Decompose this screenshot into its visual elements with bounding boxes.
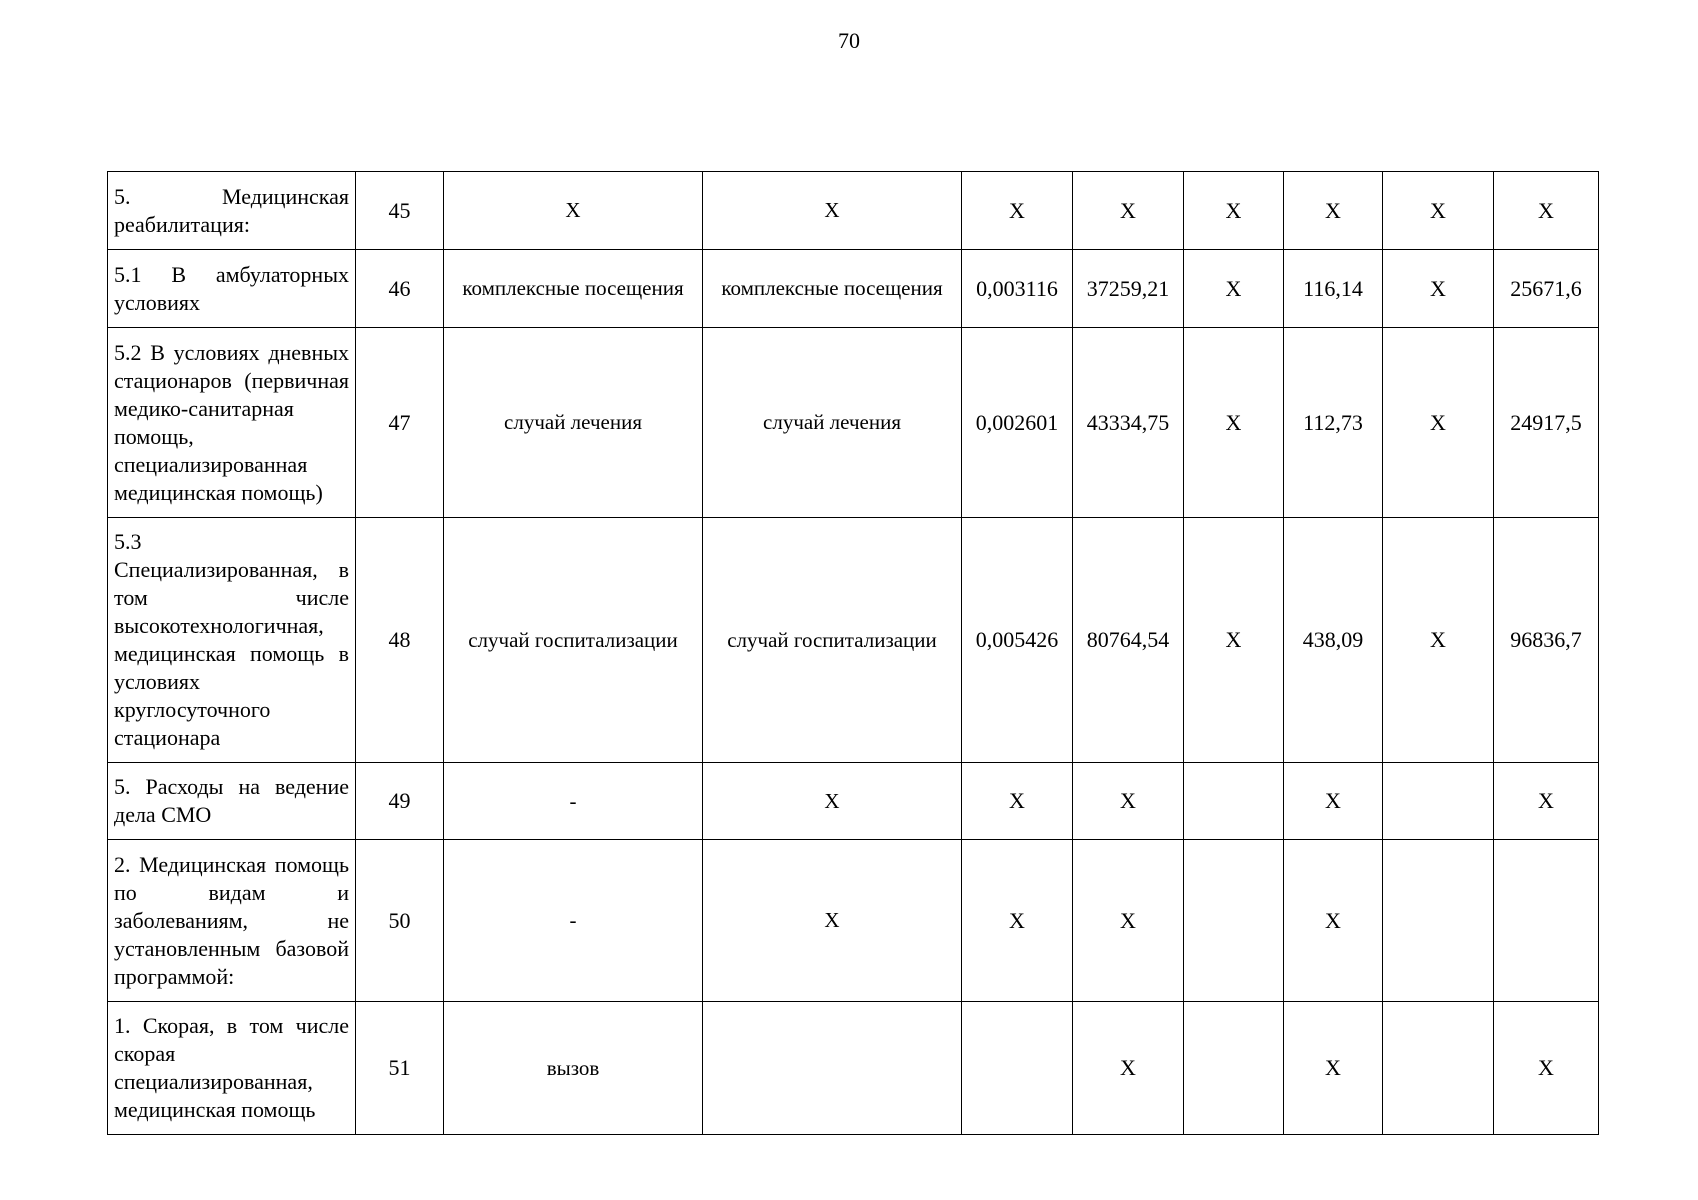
- data-table: [107, 171, 1599, 1135]
- value-cell: 43334,75: [1073, 328, 1184, 518]
- row-name: 5. Медицинская реабилитация:: [108, 172, 356, 250]
- unit-cell: комплексные посещения: [444, 250, 703, 328]
- value-cell: [1383, 763, 1494, 840]
- value-cell: [962, 1002, 1073, 1135]
- value-cell: Х: [1494, 1002, 1599, 1135]
- unit-cell: случай госпитализации: [703, 518, 962, 763]
- value-cell: Х: [1184, 250, 1284, 328]
- table-row: [108, 172, 1599, 250]
- table-row: [108, 250, 1599, 328]
- unit-cell: Х: [703, 840, 962, 1002]
- value-cell: [1184, 763, 1284, 840]
- value-cell: 80764,54: [1073, 518, 1184, 763]
- value-cell: [1383, 840, 1494, 1002]
- value-cell: Х: [1383, 328, 1494, 518]
- value-cell: 112,73: [1284, 328, 1383, 518]
- value-cell: [1184, 1002, 1284, 1135]
- row-number: 51: [356, 1002, 444, 1135]
- row-number: 48: [356, 518, 444, 763]
- value-cell: 0,005426: [962, 518, 1073, 763]
- value-cell: Х: [1073, 1002, 1184, 1135]
- value-cell: [1184, 840, 1284, 1002]
- unit-cell: Х: [703, 172, 962, 250]
- row-number: 49: [356, 763, 444, 840]
- value-cell: [1494, 840, 1599, 1002]
- value-cell: Х: [1184, 172, 1284, 250]
- value-cell: 116,14: [1284, 250, 1383, 328]
- value-cell: Х: [1073, 172, 1184, 250]
- table-row: [108, 840, 1599, 1002]
- table-row: [108, 328, 1599, 518]
- value-cell: Х: [1284, 172, 1383, 250]
- row-number: 50: [356, 840, 444, 1002]
- unit-cell: Х: [703, 763, 962, 840]
- value-cell: Х: [1383, 172, 1494, 250]
- unit-cell: комплексные посещения: [703, 250, 962, 328]
- row-number: 47: [356, 328, 444, 518]
- table-row: [108, 518, 1599, 763]
- value-cell: 37259,21: [1073, 250, 1184, 328]
- row-name: 1. Скорая, в том числе скорая специализированная, медицинская помощь: [108, 1002, 356, 1135]
- value-cell: Х: [1383, 250, 1494, 328]
- value-cell: 96836,7: [1494, 518, 1599, 763]
- table-row: [108, 763, 1599, 840]
- unit-cell: случай лечения: [444, 328, 703, 518]
- value-cell: 24917,5: [1494, 328, 1599, 518]
- row-number: 46: [356, 250, 444, 328]
- unit-cell: Х: [444, 172, 703, 250]
- row-name: 2. Медицинская помощь по видам и заболеваниям, не установленным базовой программой:: [108, 840, 356, 1002]
- value-cell: Х: [1073, 763, 1184, 840]
- row-name: 5.3 Специализированная, в том числе высокотехнологичная, медицинская помощь в условиях круглосуточного стационара: [108, 518, 356, 763]
- unit-cell: вызов: [444, 1002, 703, 1135]
- unit-cell: случай госпитализации: [444, 518, 703, 763]
- value-cell: 25671,6: [1494, 250, 1599, 328]
- value-cell: 0,002601: [962, 328, 1073, 518]
- value-cell: Х: [1184, 328, 1284, 518]
- table-row: [108, 1002, 1599, 1135]
- value-cell: Х: [1184, 518, 1284, 763]
- value-cell: 0,003116: [962, 250, 1073, 328]
- unit-cell: [703, 1002, 962, 1135]
- value-cell: 438,09: [1284, 518, 1383, 763]
- value-cell: Х: [1073, 840, 1184, 1002]
- value-cell: Х: [962, 763, 1073, 840]
- value-cell: Х: [1494, 172, 1599, 250]
- unit-cell: случай лечения: [703, 328, 962, 518]
- page-number: 70: [838, 28, 860, 53]
- row-number: 45: [356, 172, 444, 250]
- value-cell: Х: [1383, 518, 1494, 763]
- row-name: 5.1 В амбулаторных условиях: [108, 250, 356, 328]
- row-name: 5.2 В условиях дневных стационаров (первичная медико-санитарная помощь, специализированная медицинская помощь): [108, 328, 356, 518]
- value-cell: Х: [1284, 840, 1383, 1002]
- unit-cell: -: [444, 763, 703, 840]
- row-name: 5. Расходы на ведение дела СМО: [108, 763, 356, 840]
- value-cell: Х: [1284, 763, 1383, 840]
- value-cell: Х: [962, 172, 1073, 250]
- value-cell: Х: [1494, 763, 1599, 840]
- unit-cell: -: [444, 840, 703, 1002]
- value-cell: Х: [962, 840, 1073, 1002]
- value-cell: [1383, 1002, 1494, 1135]
- value-cell: Х: [1284, 1002, 1383, 1135]
